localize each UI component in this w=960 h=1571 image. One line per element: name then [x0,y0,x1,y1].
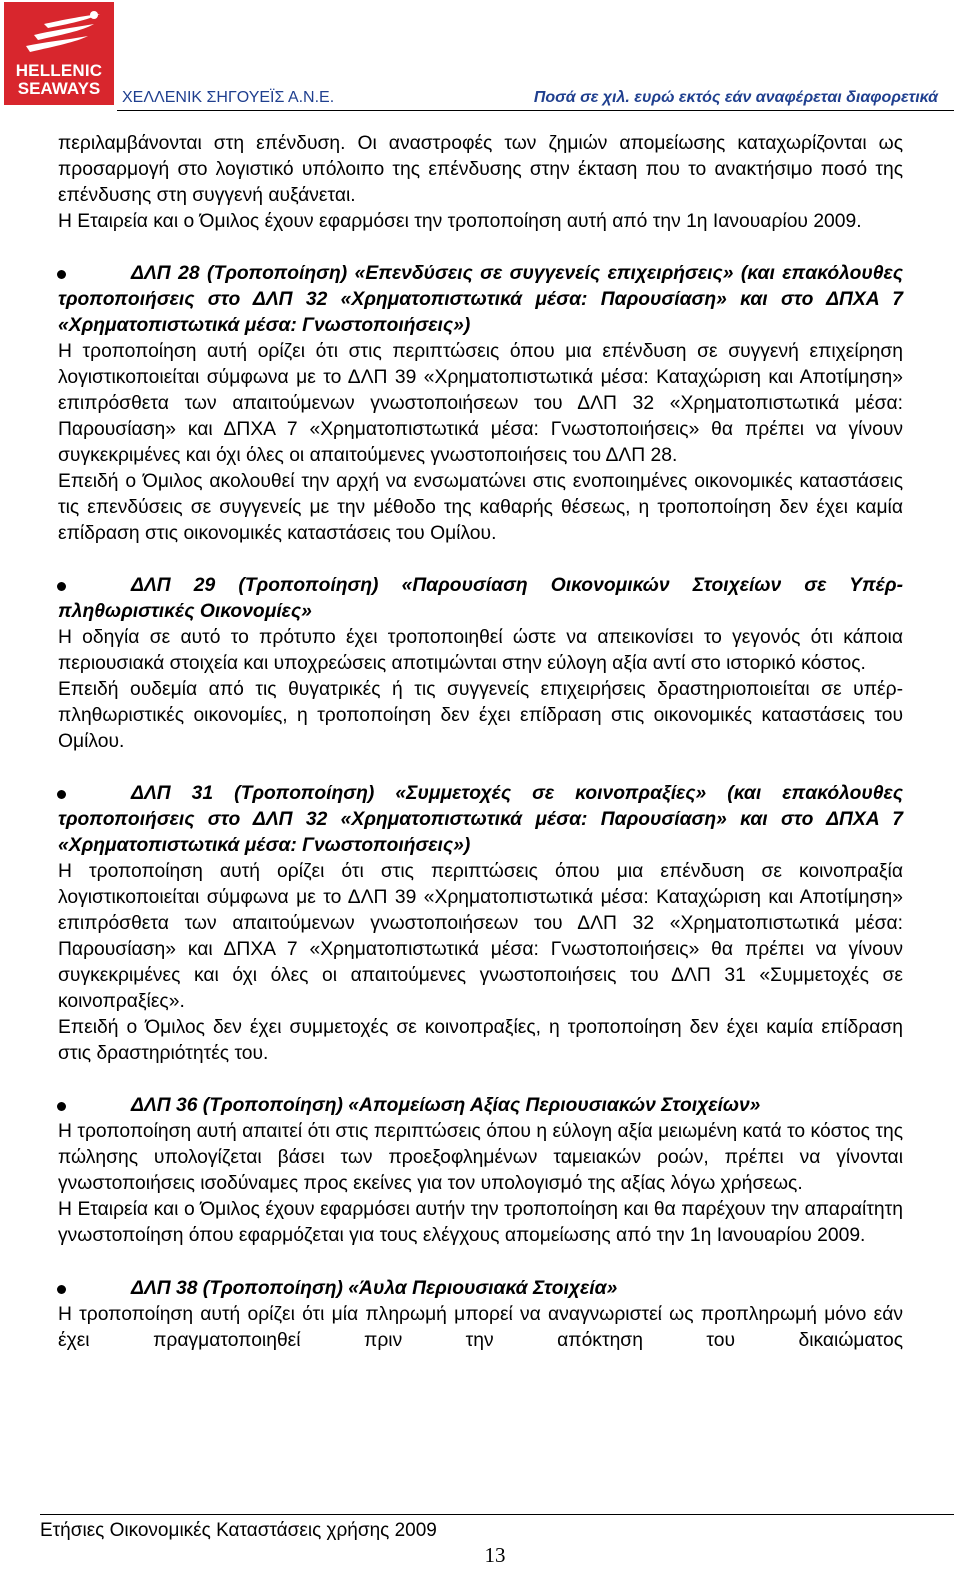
intro-paragraph-effective-date: Η Εταιρεία και ο Όμιλος έχουν εφαρμόσει την τροποποίηση αυτή από την 1η Ιανουαρίου 2009. [58,211,862,232]
section-ias-28 [58,261,903,547]
section-ias-31 [58,781,903,1067]
logo-text-hellenic: HELLENIC [15,61,103,80]
logo-text-seaways: SEAWAYS [17,79,101,98]
section-title: ΔΛΠ 36 (Τροποποίηση) «Απομείωση Αξίας Περιουσιακών Στοιχείων» [131,1095,761,1116]
seahorse-logo-icon [4,2,114,64]
intro-paragraph: περιλαμβάνονται στη επένδυση. Οι αναστροφές των ζημιών απομείωσης καταχωρίζονται ως προσαρμογή στο λογιστικό υπόλοιπο της επένδυσης στην έκταση που το ανακτήσιμο ποσό της επένδυσης στη συγγενή αυξάνεται. [58,133,903,206]
header-divider [117,110,954,111]
section-ias-36 [58,1093,903,1249]
section-paragraph: Επειδή ο Όμιλος δεν έχει συμμετοχές σε κοινοπραξίες, η τροποποίηση δεν έχει καμία επίδραση στις δραστηριότητές του. [58,1017,903,1064]
footer-title: Ετήσιες Οικονομικές Καταστάσεις χρήσης 2009 [40,1520,437,1541]
section-paragraph: Επειδή ουδεμία από τις θυγατρικές ή τις συγγενείς επιχειρήσεις δραστηριοποιείται σε υπέρ-πληθωριστικές οικονομίες, η τροποποίηση δεν έχει επίδραση στις οικονομικές καταστάσεις του Ομίλου. [58,679,903,752]
bullet-icon [57,1285,66,1294]
document-body [58,131,903,1354]
section-paragraph: Επειδή ο Όμιλος ακολουθεί την αρχή να ενσωματώνει στις ενοποιημένες οικονομικές καταστάσεις τις επενδύσεις σε συγγενείς με την μέθοδο της καθαρής θέσεως, η τροποποίηση δεν έχει καμία επίδραση στις οικονομικές καταστάσεις του Ομίλου. [58,471,903,544]
bullet-icon [57,1102,66,1111]
section-title: ΔΛΠ 29 (Τροποποίηση) «Παρουσίαση Οικονομικών Στοιχείων σε Υπέρ-πληθωριστικές Οικονομίες» [58,575,903,622]
section-paragraph: Η οδηγία σε αυτό το πρότυπο έχει τροποποιηθεί ώστε να απεικονίσει το γεγονός ότι κάποια περιουσιακά στοιχεία και υποχρεώσεις αποτιμώνται στην εύλογη αξία αντί στο ιστορικό κόστος. [58,627,903,674]
header-company-name: ΧΕΛΛΕΝΙΚ ΣΗΓΟΥΕΪΣ Α.Ν.Ε. [122,89,335,106]
header-amounts-note: Ποσά σε χιλ. ευρώ εκτός εάν αναφέρεται διαφορετικά [533,89,938,106]
section-title: ΔΛΠ 28 (Τροποποίηση) «Επενδύσεις σε συγγενείς επιχειρήσεις» (και επακόλουθες τροποποιήσεις στο ΔΛΠ 32 «Χρηματοπιστωτικά μέσα: Παρουσίαση» και στο ΔΠΧΑ 7 «Χρηματοπιστωτικά μέσα: Γνωστοποιήσεις») [58,263,903,336]
section-paragraph: Η τροποποίηση αυτή ορίζει ότι στις περιπτώσεις όπου μια επένδυση σε συγγενή επιχείρηση λογιστικοποιείται σύμφωνα με το ΔΛΠ 39 «Χρηματοπιστωτικά μέσα: Καταχώριση και Αποτίμηση» επιπρόσθετα των απαιτούμενων γνωστοποιήσεων του ΔΛΠ 32 «Χρηματοπιστωτικά μέσα: Παρουσίαση» και ΔΠΧΑ 7 «Χρηματοπιστωτικά μέσα: Γνωστοποιήσεις» θα πρέπει να γίνουν συγκεκριμένες και όχι όλες οι απαιτούμενες γνωστοποιήσεις του ΔΛΠ 28. [58,341,903,466]
page-number: 13 [484,1543,506,1567]
footer-divider [40,1514,954,1515]
bullet-icon [57,790,66,799]
section-paragraph: Η Εταιρεία και ο Όμιλος έχουν εφαρμόσει αυτήν την τροποποίηση και θα παρέχουν την απαραίτητη γνωστοποίηση όπου εφαρμόζεται για τους ελέγχους απομείωσης από την 1η Ιανουαρίου 2009. [58,1199,903,1246]
section-ias-29 [58,573,903,755]
section-paragraph: Η τροποποίηση αυτή ορίζει ότι μία πληρωμή μπορεί να αναγνωριστεί ως προπληρωμή μόνο εάν έχει πραγματοποιηθεί πριν την απόκτηση του δικαιώματος [58,1304,903,1351]
company-logo [4,2,114,105]
section-ias-38 [58,1276,903,1354]
section-title: ΔΛΠ 38 (Τροποποίηση) «Άυλα Περιουσιακά Στοιχεία» [131,1278,618,1299]
section-paragraph: Η τροποποίηση αυτή απαιτεί ότι στις περιπτώσεις όπου η εύλογη αξία μειωμένη κατά το κόστος της πώλησης υπολογίζεται βάσει των προεξοφλημένων ταμειακών ροών, πρέπει να γίνονται γνωστοποιήσεις ισοδύναμες προς εκείνες για τον υπολογισμό της αξίας λόγω χρήσεως. [58,1121,903,1194]
bullet-icon [57,582,66,591]
section-title: ΔΛΠ 31 (Τροποποίηση) «Συμμετοχές σε κοινοπραξίες» (και επακόλουθες τροποποιήσεις στο ΔΛΠ 32 «Χρηματοπιστωτικά μέσα: Παρουσίαση» και στο ΔΠΧΑ 7 «Χρηματοπιστωτικά μέσα: Γνωστοποιήσεις») [58,783,903,856]
section-paragraph: Η τροποποίηση αυτή ορίζει ότι στις περιπτώσεις όπου μια επένδυση σε κοινοπραξία λογιστικοποιείται σύμφωνα με το ΔΛΠ 39 «Χρηματοπιστωτικά μέσα: Καταχώριση και Αποτίμηση» επιπρόσθετα των απαιτούμενων γνωστοποιήσεων του ΔΛΠ 32 «Χρηματοπιστωτικά μέσα: Παρουσίαση» και ΔΠΧΑ 7 «Χρηματοπιστωτικά μέσα: Γνωστοποιήσεις» θα πρέπει να γίνουν συγκεκριμένες και όχι όλες οι απαιτούμενες γνωστοποιήσεις του ΔΛΠ 31 «Συμμετοχές σε κοινοπραξίες». [58,861,903,1012]
bullet-icon [57,270,66,279]
